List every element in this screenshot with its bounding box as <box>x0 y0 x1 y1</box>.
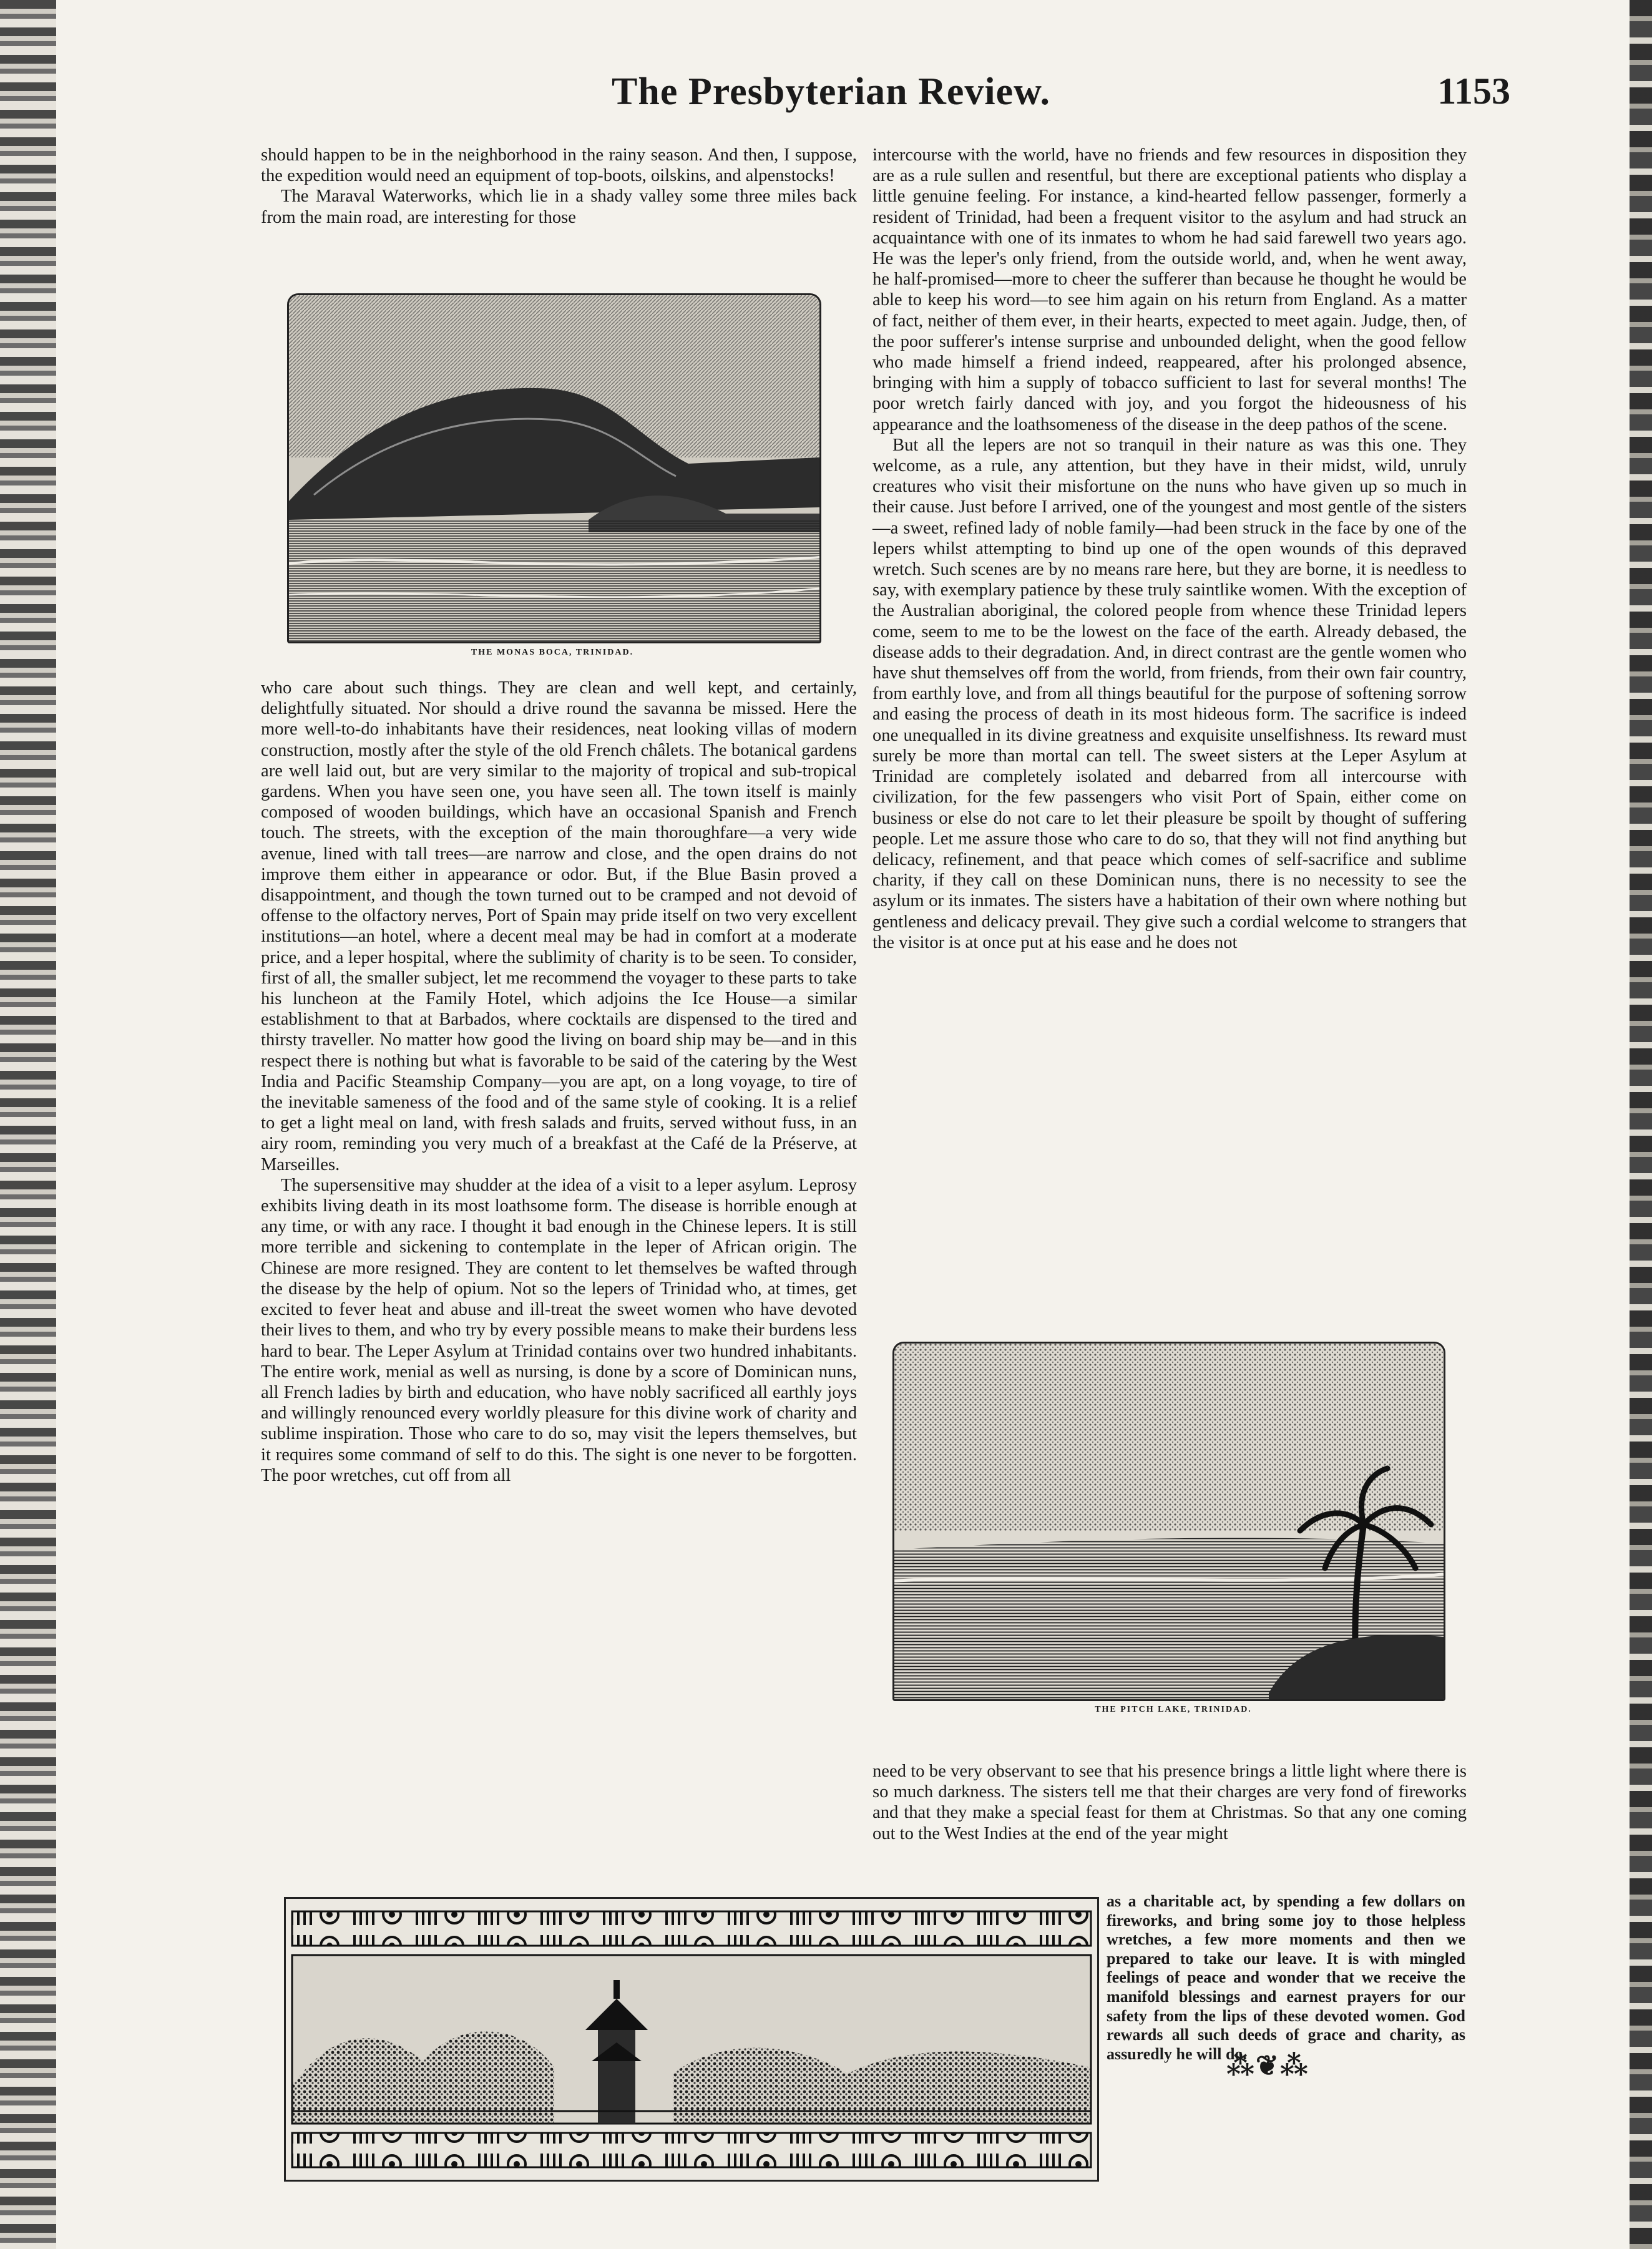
decorative-band-drawing <box>286 1899 1097 2180</box>
scan-edge-right <box>1630 0 1652 2249</box>
column-2-top <box>872 145 1467 1289</box>
paragraph: as a charitable act, by spending a few dollars on fireworks, and bring some joy to those helpless wretches, a few more moments and then we prepared to take our leave. It is with mingled feelings of peace and wonder that we receive the manifold blessings and earnest prayers for our safety from the lips of these devoted women. God rewards all such deeds of grace and charity, as assuredly he will do. <box>1107 1892 1465 2063</box>
page-number: 1153 <box>1437 71 1510 112</box>
paragraph: need to be very observant to see that his presence brings a little light where there is so much darkness. The sisters tell me that their charges are very fond of fireworks and that they make a special feast for them at Christmas. So that any one coming out to the West Indies at the end of the year might <box>872 1762 1467 1843</box>
paragraph: The Maraval Waterworks, which lie in a shady valley some three miles back from the main road, are interesting for those <box>261 187 857 227</box>
paragraph: But all the lepers are not so tranquil in their nature as was this one. They welcome, as a rule, any attention, but they have in their midst, wild, unruly creatures who visit their misfortune on the nuns who have given up so much in their cause. Just before I arrived, one of the youngest and most gentle of the sisters—a sweet, refined lady of noble family—had been struck in the face by one of the lepers whilst attempting to bind up one of the open wounds of this depraved wretch. Such scenes are by no means rare here, but they are borne, it is needless to say, with exemplary patience by these truly saintlike women. With the exception of the Australian aboriginal, the colored people from whence these Trinidad lepers come, seem to me to be the lowest on the face of the earth. Already debased, the disease adds to their degradation. And, in direct contrast are the gentle women who have shut themselves off from the world, from friends, from their own fair country, from earthly love, and from all things beautiful for the purpose of softening sorrow and easing the process of death in its most hideous form. The sacrifice is indeed one unequalled in its divine greatness and exquisite unselfishness. Its reward must surely be more than mortal can tell. The sweet sisters at the Leper Asylum at Trinidad are completely isolated and debarred from all intercourse with civilization, for the few passengers who visit Port of Spain, either come on business or else do not care to let their pleasure be spoilt by thought of suffering people. Let me assure those who care to do so, that they will not find anything but delicacy, refinement, and that peace which comes of self-sacrifice and sublime charity, if they call on these Dominican nuns, there is no necessity to see the asylum or its inmates. The sisters have a habitation of their own where nothing but gentleness and delicacy prevail. They give such a cordial welcome to strangers that the visitor is at once put at his ease and he does not <box>872 435 1467 952</box>
pitch-lake-engraving <box>892 1342 1445 1701</box>
paragraph: intercourse with the world, have no friends and few resources in disposition they are as a rule sullen and resentful, but there are exceptional patients who display a little genuine feeling. For instance, a kind-hearted fellow passenger, formerly a resident of Trinidad, had been a frequent visitor to the asylum and had struck an acquaintance with one of its inmates to whom he had said farewell two years ago. He was the leper's only friend, from the outside world, and, when he went away, he half-promised—more to cheer the sufferer than because he thought he would be able to keep his word—to see him again on his return from England. As a matter of fact, neither of them ever, in their hearts, expected to meet again. Judge, then, of the poor sufferer's intense surprise and unbounded delight, when the good fellow who made himself a friend indeed, reappeared, after his prolonged absence, bringing with him a supply of tobacco sufficient to last for several months! The poor wretch fairly danced with joy, and you forgot the hideousness of his appearance and the loathsomeness of the disease in the deep pathos of the scene. <box>872 145 1467 434</box>
column-1-top <box>261 145 857 291</box>
boca-engraving-drawing <box>289 295 819 642</box>
pitch-lake-caption: THE PITCH LAKE, TRINIDAD. <box>1095 1705 1252 1714</box>
journal-title: The Presbyterian Review. <box>612 71 1051 113</box>
paragraph: should happen to be in the neighborhood in the rainy season. And then, I suppose, the expedition would need an equipment of top-boots, oilskins, and alpenstocks! <box>261 145 857 186</box>
column-2-continuation <box>872 1761 1467 1891</box>
boca-engraving <box>287 293 821 643</box>
column-1-body <box>261 678 857 1893</box>
paragraph: The supersensitive may shudder at the idea of a visit to a leper asylum. Leprosy exhibits living death in its most loathsome form. The disease is horrible enough at any time, or with any race. I thought it bad enough in the Chinese lepers. It is still more terrible and sickening to contemplate in the leper of African origin. The Chinese are more resigned. They are content to let themselves be wafted through the disease by the help of opium. Not so the lepers of Trinidad who, at times, get excited to fever heat and abuse and ill-treat the sweet women who have devoted their lives to them, and who try by every possible means to make their burdens less hard to bear. The Leper Asylum at Trinidad contains over two hundred inhabitants. The entire work, menial as well as nursing, is done by a score of Dominican nuns, all French ladies by birth and education, who have nobly sacrificed all earthly joys and willingly renounced every worldly pleasure for this divine work of charity and sublime inspiration. Those who care to do so, may visit the lepers themselves, but it requires some command of self to do this. The sight is one never to be forgotten. The poor wretches, cut off from all <box>261 1175 857 1485</box>
boca-caption: THE MONAS BOCA, TRINIDAD. <box>471 648 634 657</box>
paragraph: who care about such things. They are clean and well kept, and certainly, delightfully situated. Nor should a drive round the savanna be missed. Here the more well-to-do inhabitants have their residences, neat looking villas of modern construction, mostly after the style of the old French châlets. The botanical gardens are well laid out, but are very similar to the majority of tropical and sub-tropical gardens. When you have seen one, you have seen all. The town itself is mainly composed of wooden buildings, which have an occasional Spanish and French touch. The streets, with the exception of the main thoroughfare—a very wide avenue, lined with tall trees—are narrow and close, and the open drains do not improve them either in appearance or odor. But, if the Blue Basin proved a disappointment, and though the town turned out to be cramped and not devoid of offense to the olfactory nerves, Port of Spain may pride itself on two very excellent institutions—an hotel, where a decent meal may be had in comfort at a moderate price, and a leper hospital, where the sublimity of charity is to be seen. To consider, first of all, the smaller subject, let me recommend the voyager to these parts to take his luncheon at the Family Hotel, which adjoins the Ice House—a similar establishment to that at Barbados, where cocktails are dispensed to the tired and thirsty traveller. No matter how good the living on board ship may be—and in this respect there is nothing but what is favorable to be said of the catering by the West India and Pacific Steamship Company—you are apt, on a long voyage, to tire of the inevitable sameness of the food and of the same style of cooking. It is a relief to get a light meal on land, with fresh salads and fruits, served without fuss, in an airy room, reminding you very much of a breakfast at the Café de la Préserve, at Marseilles. <box>261 678 857 1174</box>
decorative-band-engraving <box>284 1897 1099 2182</box>
ornament-flourish-icon: ⁂❦⁂ <box>1226 2051 1309 2081</box>
column-2-closing <box>1107 1892 1465 2185</box>
scan-edge-left <box>0 0 56 2249</box>
page-header <box>262 70 1510 126</box>
pitch-lake-engraving-drawing <box>894 1344 1444 1699</box>
